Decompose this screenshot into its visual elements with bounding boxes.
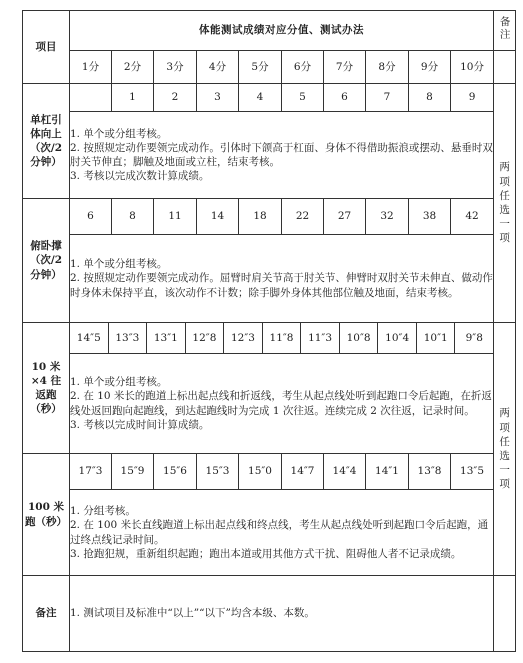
- sprint-value: 13″8: [409, 454, 451, 490]
- pullup-rule: 2. 按照规定动作要领完成动作。引体时下颌高于杠面、身体不得借助振浪或摆动、悬垂时双肘关节伸直；脚触及地面或立柱，结束考核。: [70, 141, 493, 168]
- sprint-rule: 2. 在 100 米长直线跑道上标出起点线和终点线，考生从起点线处听到起跑口令后起跑，通过终点线记录时间。: [70, 519, 489, 546]
- sprint-rule: 3. 抢跑犯规，重新组织起跑；跑出本道或用其他方式干扰、阻碍他人者不记录成绩。: [70, 547, 462, 560]
- score-header-3: 3分: [154, 51, 197, 84]
- pullup-value: 1: [112, 84, 154, 112]
- pullup-value: 6: [324, 84, 366, 112]
- shuttle-value: 13″1: [147, 323, 186, 353]
- score-header-5: 5分: [239, 51, 282, 84]
- score-header-2: 2分: [112, 51, 154, 84]
- pushup-value: 22: [282, 199, 324, 235]
- shuttle-rule: 3. 考核以完成时间计算成绩。: [70, 418, 210, 431]
- pullup-value: 9: [451, 84, 494, 112]
- note-char: 选: [499, 450, 510, 462]
- pushup-rule: 1. 单个或分组考核。: [70, 258, 168, 271]
- shuttle-value: 9″8: [465, 331, 483, 344]
- pushup-value: 27: [324, 199, 366, 235]
- shuttle-description: [70, 354, 494, 454]
- pushup-name-line: （次/2: [29, 254, 63, 267]
- shuttle-value: 12″3: [224, 323, 263, 353]
- pullup-rule: 3. 考核以完成次数计算成绩。: [70, 170, 210, 183]
- pushup-value: 42: [451, 199, 494, 235]
- sprint-value: 14″1: [366, 454, 409, 490]
- pullup-value: 8: [409, 84, 451, 112]
- note-char: 一: [499, 464, 510, 477]
- pushup-rule: 2. 按照规定动作要领完成动作。屈臂时肩关节高于肘关节、伸臂时双肘关节未伸直、做动作时身体未保持平直，该次动作不计数；除手脚外身体其他部位触及地面，结束考核。: [70, 272, 493, 299]
- pullup-rule: 1. 单个或分组考核。: [70, 127, 168, 140]
- shuttle-rule: 2. 在 10 米长的跑道上标出起点线和折返线，考生从起点线处听到起跑口令后起跑，在折返线处返回跑向起跑线，到达起跑线时为完成 1 次往返。连续完成 2 次往返，记录时间。: [70, 390, 492, 417]
- pushup-value: 32: [366, 199, 409, 235]
- shuttle-values-row: [70, 323, 493, 353]
- sprint-value: 14″7: [282, 454, 324, 490]
- score-header-6: 6分: [282, 51, 324, 84]
- pushup-value: 18: [239, 199, 282, 235]
- score-header-10: 10分: [451, 51, 494, 84]
- shuttle-name-line: 返跑: [35, 389, 57, 401]
- note-char: 两: [499, 407, 510, 420]
- shuttle-value: 11″8: [263, 323, 302, 353]
- shuttle-value: 13″3: [109, 323, 148, 353]
- pullup-item-name: [23, 84, 70, 199]
- shuttle-value: 10″4: [378, 323, 417, 353]
- pullup-name-line: 体向上: [30, 127, 62, 140]
- pullup-value: 5: [282, 84, 324, 112]
- note-char: 两: [499, 161, 510, 174]
- sprint-name-line: 100 米: [27, 501, 65, 514]
- note-header: [494, 11, 516, 51]
- pushup-description: [70, 235, 494, 323]
- sprint-description: [70, 490, 494, 576]
- shuttle-value: 10″8: [340, 323, 379, 353]
- sprint-value: 17″3: [70, 454, 112, 490]
- pushup-item-name: [23, 199, 70, 323]
- shuttle-values-cell: [70, 323, 494, 354]
- pushup-value: 8: [112, 199, 154, 235]
- fitness-score-table: [22, 10, 516, 652]
- note-choose-one-group-1: [494, 84, 516, 323]
- note-char: 任: [499, 189, 510, 202]
- pushup-value: 6: [70, 199, 112, 235]
- pullup-description: [70, 112, 494, 199]
- pushup-name-line: 俯卧撑: [30, 240, 62, 253]
- shuttle-name-line: ×4 往: [30, 374, 62, 387]
- pushup-value: 38: [409, 199, 451, 235]
- note-choose-one-group-2: [494, 323, 516, 576]
- pushup-value: 11: [154, 199, 197, 235]
- sprint-value: 15″0: [239, 454, 282, 490]
- note-char: 项: [499, 478, 510, 491]
- item-header: 项目: [23, 11, 70, 84]
- pullup-name-line: 单杠引: [30, 113, 62, 126]
- note-char: 任: [499, 435, 510, 448]
- shuttle-value: 14″5: [70, 323, 109, 353]
- shuttle-item-name: [23, 323, 70, 454]
- table-title: 体能测试成绩对应分值、测试办法: [70, 11, 494, 51]
- pullup-value: 2: [154, 84, 197, 112]
- pullup-name-line: （次/2: [29, 142, 63, 154]
- pushup-value: 14: [197, 199, 239, 235]
- remark-note-blank: [494, 576, 516, 652]
- sprint-value: 14″4: [324, 454, 366, 490]
- pullup-value: 3: [197, 84, 239, 112]
- score-header-9: 9分: [409, 51, 451, 84]
- pullup-value: [70, 84, 112, 112]
- shuttle-name-line: （秒）: [30, 403, 62, 416]
- sprint-value: 13″5: [451, 454, 494, 490]
- note-char: 项: [499, 175, 510, 188]
- note-header-text: 备注: [498, 15, 511, 41]
- note-char: 选: [499, 204, 510, 216]
- shuttle-name-line: 10 米: [31, 360, 61, 373]
- sprint-value: 15″6: [154, 454, 197, 490]
- pullup-value: 7: [366, 84, 409, 112]
- score-header-1: 1分: [70, 51, 112, 84]
- sprint-name-line: 跑（秒）: [25, 515, 67, 528]
- sprint-rule: 1. 分组考核。: [70, 505, 136, 518]
- shuttle-value: 11″3: [301, 323, 340, 353]
- shuttle-value: 10″1: [417, 323, 456, 353]
- remark-label: 备注: [23, 576, 70, 652]
- pullup-name-line: 分钟）: [30, 156, 62, 169]
- sprint-value: 15″9: [112, 454, 154, 490]
- remark-text: 1. 测试项目及标准中“以上”“以下”均含本级、本数。: [70, 576, 494, 652]
- note-char: 项: [499, 421, 510, 434]
- score-header-8: 8分: [366, 51, 409, 84]
- note-char: 项: [499, 232, 510, 245]
- note-header-blank: [494, 51, 516, 84]
- shuttle-value: 12″8: [186, 323, 225, 353]
- score-header-4: 4分: [197, 51, 239, 84]
- pullup-value: 4: [239, 84, 282, 112]
- sprint-item-name: [23, 454, 70, 576]
- shuttle-rule: 1. 单个或分组考核。: [70, 376, 168, 389]
- score-header-7: 7分: [324, 51, 366, 84]
- sprint-value: 15″3: [197, 454, 239, 490]
- note-char: 一: [499, 218, 510, 231]
- pushup-name-line: 分钟）: [30, 268, 62, 281]
